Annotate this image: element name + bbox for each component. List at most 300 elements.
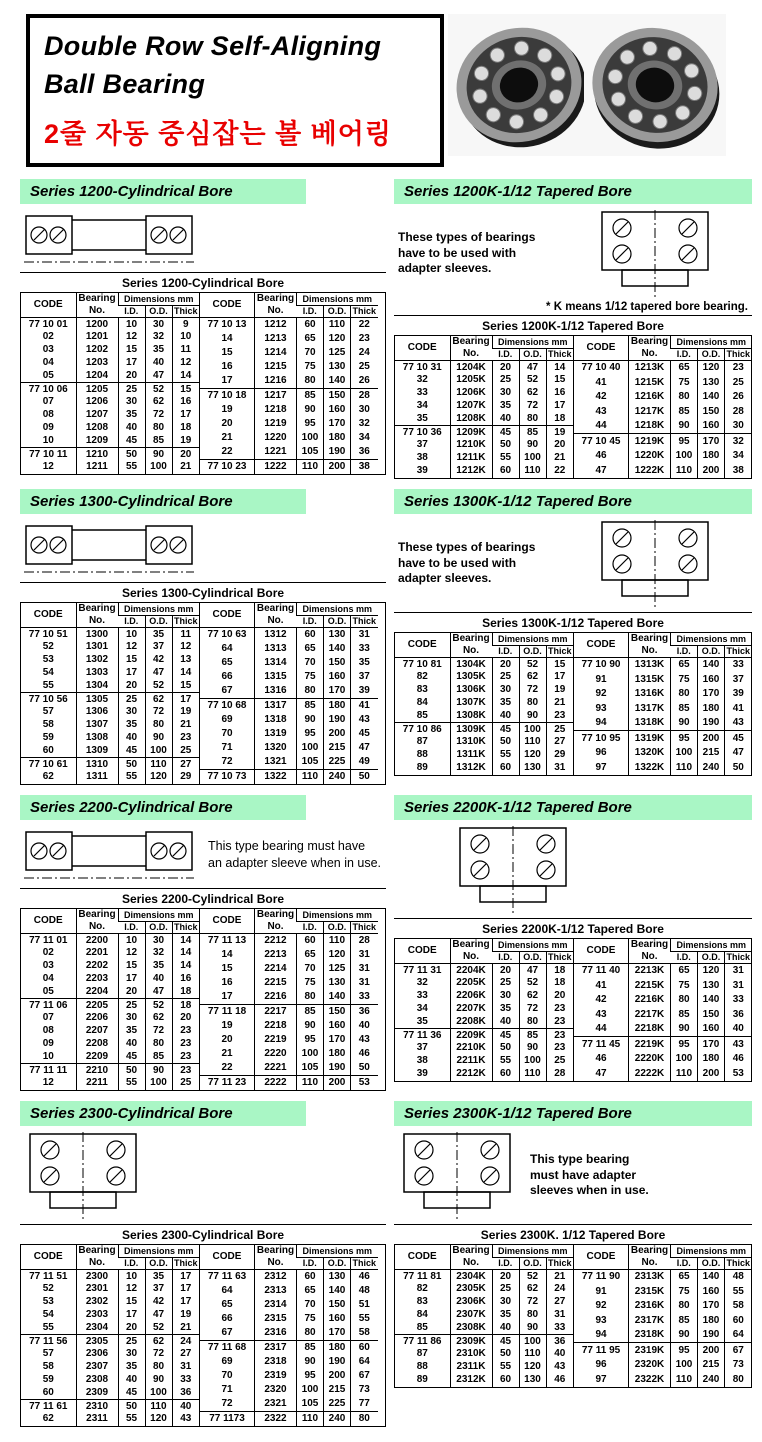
cell-id: 15	[118, 960, 145, 973]
bearing-table-half	[21, 1245, 199, 1426]
col-header-bearing-no: Bearing No.	[255, 1245, 297, 1270]
table-row	[200, 741, 378, 755]
table-row	[574, 390, 752, 405]
cell-code: 77 10 63	[207, 629, 247, 641]
cell-bearing-no: 2206	[76, 1012, 118, 1025]
cell-code: 89	[416, 1374, 428, 1386]
bearing-spec-table	[20, 908, 386, 1091]
cell-id: 110	[671, 1372, 698, 1387]
cell-id: 60	[492, 1068, 519, 1081]
cell-id: 100	[297, 1383, 324, 1397]
cell-id: 85	[671, 1313, 698, 1328]
cell-code: 69	[221, 1355, 233, 1367]
cell-code: 77 10 73	[200, 769, 255, 783]
cell-id: 60	[492, 465, 519, 478]
cell-id: 40	[492, 413, 519, 426]
cell-id: 95	[297, 1033, 324, 1047]
cell-code: 05	[42, 986, 54, 998]
section-series-2300	[20, 1101, 386, 1427]
cell-id: 45	[118, 1387, 145, 1400]
cell-bearing-no: 1211	[76, 461, 118, 474]
cell-bearing-no: 1222K	[629, 463, 671, 478]
cell-id: 20	[118, 370, 145, 383]
cell-od: 72	[145, 1348, 172, 1361]
table-row	[395, 1042, 573, 1055]
cell-code: 14	[221, 949, 233, 961]
cell-code: 94	[595, 717, 607, 729]
table-row	[21, 461, 199, 474]
cell-code: 52	[42, 641, 54, 653]
cell-od: 120	[145, 771, 172, 784]
cell-thick: 17	[546, 400, 573, 413]
cell-bearing-no: 2313	[255, 1284, 297, 1298]
cell-thick: 30	[725, 419, 752, 434]
bearing-cross-section-icon	[596, 210, 714, 298]
cell-bearing-no: 1306K	[450, 684, 492, 697]
cell-code: 39	[416, 1068, 428, 1080]
cell-id: 65	[671, 361, 698, 376]
table-row	[395, 465, 573, 478]
col-header-id: I.D.	[297, 922, 324, 934]
cell-id: 40	[118, 422, 145, 435]
cell-od: 90	[519, 1042, 546, 1055]
cell-code: 37	[416, 1042, 428, 1054]
cell-bearing-no: 1309	[76, 745, 118, 758]
cell-od: 90	[145, 1374, 172, 1387]
cell-id: 105	[297, 1061, 324, 1075]
table-row	[395, 736, 573, 749]
cell-code: 15	[221, 963, 233, 975]
table-row	[395, 710, 573, 723]
cell-code: 77 11 06	[21, 999, 76, 1012]
col-header-thick: Thick	[547, 349, 572, 360]
cell-thick: 21	[172, 461, 199, 474]
cell-id: 55	[492, 452, 519, 465]
cell-thick: 25	[351, 360, 378, 374]
table-row	[574, 687, 752, 702]
cell-code: 60	[42, 745, 54, 757]
table-row	[574, 1372, 752, 1387]
col-header-bearing-no: Bearing No.	[450, 336, 492, 361]
cell-thick: 21	[546, 1270, 573, 1283]
cell-bearing-no: 1210K	[450, 439, 492, 452]
cell-code: 94	[595, 1329, 607, 1341]
col-header-dimensions: Dimensions mm	[492, 1245, 573, 1258]
cell-thick: 28	[351, 388, 378, 402]
cell-code: 87	[416, 736, 428, 748]
bearing-cross-section-icon	[24, 1132, 142, 1220]
cell-od: 47	[145, 370, 172, 383]
cell-id: 85	[671, 1007, 698, 1022]
cell-bearing-no: 2221	[255, 1061, 297, 1075]
cell-id: 65	[297, 332, 324, 346]
cell-od: 52	[519, 977, 546, 990]
cell-id: 95	[671, 1037, 698, 1052]
cell-bearing-no: 2217	[255, 1004, 297, 1018]
table-row	[200, 962, 378, 976]
cell-od: 100	[519, 1335, 546, 1348]
cell-thick: 17	[172, 1270, 199, 1283]
cell-thick: 58	[351, 1326, 378, 1340]
cell-id: 55	[118, 461, 145, 474]
figure-row	[394, 1130, 752, 1222]
col-header-od: O.D.	[324, 1258, 351, 1270]
cell-id: 45	[118, 435, 145, 448]
cell-od: 35	[145, 1270, 172, 1283]
cell-thick: 40	[172, 1400, 199, 1413]
cell-bearing-no: 2309K	[450, 1335, 492, 1348]
bearing-table-half	[21, 603, 199, 784]
col-header-code: CODE	[200, 293, 255, 318]
cell-id: 65	[671, 1270, 698, 1285]
col-header-od: O.D.	[519, 349, 546, 361]
cell-od: 90	[145, 732, 172, 745]
table-row	[200, 431, 378, 445]
cell-thick: 18	[172, 999, 199, 1012]
table-header	[395, 1245, 573, 1270]
cell-bearing-no: 1314	[255, 656, 297, 670]
cell-id: 90	[671, 1328, 698, 1343]
cell-id: 110	[671, 463, 698, 478]
cell-bearing-no: 1302	[76, 654, 118, 667]
cell-thick: 36	[725, 1007, 752, 1022]
cell-code: 77 10 18	[200, 388, 255, 402]
cell-id: 45	[492, 723, 519, 736]
cell-id: 75	[297, 670, 324, 684]
cell-thick: 48	[351, 1284, 378, 1298]
cell-od: 125	[324, 346, 351, 360]
col-header-bearing-no: Bearing No.	[450, 633, 492, 658]
cell-bearing-no: 2222K	[629, 1066, 671, 1081]
cell-bearing-no: 2317	[255, 1340, 297, 1354]
cell-bearing-no: 2204K	[450, 964, 492, 977]
cell-code: 96	[595, 746, 607, 758]
cell-thick: 43	[351, 713, 378, 727]
col-header-thick: Thick	[547, 646, 572, 657]
cell-thick: 28	[351, 934, 378, 948]
table-row	[574, 375, 752, 390]
cell-id: 90	[297, 1019, 324, 1033]
cell-id: 110	[297, 459, 324, 473]
cell-od: 200	[698, 731, 725, 746]
section-series-1200	[20, 179, 386, 479]
cell-id: 60	[297, 628, 324, 642]
cell-od: 52	[145, 680, 172, 693]
cell-od: 120	[324, 948, 351, 962]
cell-code: 88	[416, 749, 428, 761]
col-header-id: I.D.	[118, 922, 145, 934]
table-row	[21, 667, 199, 680]
cell-bearing-no: 1319K	[629, 731, 671, 746]
cell-od: 160	[698, 672, 725, 687]
figure-row	[20, 824, 386, 886]
cell-thick: 21	[546, 452, 573, 465]
cell-code: 93	[595, 1315, 607, 1327]
cell-od: 130	[698, 978, 725, 993]
col-header-thick: Thick	[173, 1258, 198, 1269]
adapter-note: These types of bearings have to be used with adapter sleeves.	[398, 230, 536, 276]
bearing-photo-icon	[448, 14, 590, 161]
cell-code: 16	[221, 361, 233, 373]
cell-od: 160	[324, 1019, 351, 1033]
cell-bearing-no: 1317K	[629, 701, 671, 716]
table-row	[395, 964, 573, 977]
table-row	[200, 1397, 378, 1411]
cell-od: 100	[145, 1387, 172, 1400]
col-header-od: O.D.	[519, 952, 546, 964]
cell-code: 85	[416, 710, 428, 722]
section-banner: Series 2300-Cylindrical Bore	[20, 1101, 306, 1126]
col-header-bearing-no: Bearing No.	[450, 939, 492, 964]
cell-code: 89	[416, 762, 428, 774]
cell-bearing-no: 2302	[76, 1296, 118, 1309]
cell-bearing-no: 1305	[76, 693, 118, 706]
cell-thick: 25	[546, 723, 573, 736]
cell-od: 100	[145, 1077, 172, 1090]
col-header-thick: Thick	[173, 306, 198, 317]
cell-thick: 23	[546, 1029, 573, 1042]
cell-bearing-no: 2310	[76, 1400, 118, 1413]
cell-od: 120	[519, 749, 546, 762]
col-header-id: I.D.	[671, 646, 698, 658]
cell-od: 90	[145, 448, 172, 461]
cell-code: 12	[42, 1077, 54, 1089]
cell-id: 30	[492, 387, 519, 400]
cell-id: 10	[118, 934, 145, 947]
cell-od: 150	[698, 1007, 725, 1022]
cell-bearing-no: 1319	[255, 727, 297, 741]
cell-od: 190	[324, 1355, 351, 1369]
table-row	[395, 1283, 573, 1296]
cell-thick: 25	[172, 1077, 199, 1090]
cell-thick: 30	[351, 403, 378, 417]
cell-id: 50	[118, 1400, 145, 1413]
cell-code: 77 1173	[200, 1411, 255, 1425]
figure-row	[20, 1130, 386, 1222]
cell-bearing-no: 2316	[255, 1326, 297, 1340]
cell-id: 20	[118, 986, 145, 999]
table-row	[200, 1340, 378, 1354]
cell-id: 30	[118, 1348, 145, 1361]
cell-code: 77 11 31	[403, 964, 442, 976]
cell-code: 77 10 90	[581, 659, 621, 671]
table-header	[395, 939, 573, 964]
cell-thick: 38	[351, 459, 378, 473]
cell-od: 72	[519, 684, 546, 697]
cell-id: 80	[297, 684, 324, 698]
cell-bearing-no: 2306K	[450, 1296, 492, 1309]
section-banner: Series 1200K-1/12 Tapered Bore	[394, 179, 752, 204]
cell-id: 55	[118, 1077, 145, 1090]
col-header-code: CODE	[395, 633, 450, 658]
cell-bearing-no: 1219K	[629, 434, 671, 449]
cell-bearing-no: 2319	[255, 1369, 297, 1383]
cell-bearing-no: 2213K	[629, 964, 671, 979]
cell-code: 10	[42, 435, 54, 447]
cell-thick: 46	[725, 1051, 752, 1066]
cell-bearing-no: 1217	[255, 388, 297, 402]
cell-code: 34	[416, 1003, 428, 1015]
cell-code: 35	[416, 1016, 428, 1028]
cell-bearing-no: 1217K	[629, 404, 671, 419]
cell-od: 120	[324, 332, 351, 346]
cell-thick: 73	[725, 1357, 752, 1372]
table-row	[200, 698, 378, 712]
cell-code: 54	[42, 1309, 54, 1321]
col-header-thick: Thick	[547, 1258, 572, 1269]
cell-code: 96	[595, 1358, 607, 1370]
cell-od: 62	[519, 387, 546, 400]
cell-code: 21	[221, 432, 233, 444]
cell-thick: 37	[351, 670, 378, 684]
cell-bearing-no: 1213K	[629, 361, 671, 376]
cell-code: 32	[416, 374, 428, 386]
table-row	[574, 448, 752, 463]
cell-id: 65	[671, 658, 698, 673]
cell-code: 91	[595, 1285, 607, 1297]
cell-id: 80	[297, 990, 324, 1004]
cell-code: 53	[42, 654, 54, 666]
cell-od: 100	[519, 723, 546, 736]
cell-bearing-no: 1214	[255, 346, 297, 360]
cell-od: 47	[519, 964, 546, 977]
col-header-code: CODE	[200, 603, 255, 628]
cell-thick: 24	[172, 1335, 199, 1348]
cell-id: 35	[492, 1003, 519, 1016]
cell-thick: 18	[172, 986, 199, 999]
cell-bearing-no: 1320K	[629, 745, 671, 760]
table-header	[21, 1245, 199, 1270]
cell-thick: 17	[172, 693, 199, 706]
cell-od: 42	[145, 654, 172, 667]
cell-id: 80	[671, 390, 698, 405]
cell-thick: 18	[546, 413, 573, 426]
cell-od: 62	[145, 396, 172, 409]
table-title: Series 1300-Cylindrical Bore	[20, 582, 386, 602]
cell-code: 77 11 01	[29, 934, 68, 946]
cell-od: 37	[145, 1283, 172, 1296]
cell-bearing-no: 2304	[76, 1322, 118, 1335]
table-row	[200, 388, 378, 402]
col-header-bearing-no: Bearing No.	[255, 603, 297, 628]
cell-thick: 34	[725, 448, 752, 463]
cell-od: 47	[145, 667, 172, 680]
page-title-line1: Double Row Self-Aligning	[44, 31, 382, 61]
cell-id: 75	[671, 672, 698, 687]
col-header-od: O.D.	[324, 922, 351, 934]
spec-table-container	[20, 908, 386, 1091]
cell-id: 95	[297, 417, 324, 431]
cell-id: 70	[297, 1298, 324, 1312]
cell-id: 100	[297, 431, 324, 445]
cell-od: 52	[519, 1270, 546, 1283]
cell-bearing-no: 1205	[76, 383, 118, 396]
cell-id: 75	[297, 976, 324, 990]
cell-thick: 9	[172, 318, 199, 331]
cell-thick: 23	[172, 1064, 199, 1077]
bearing-table-half	[199, 909, 378, 1090]
cell-code: 77 11 18	[200, 1004, 255, 1018]
cell-id: 85	[297, 698, 324, 712]
col-header-dimensions: Dimensions mm	[492, 939, 573, 952]
table-row	[21, 986, 199, 999]
cell-code: 62	[42, 771, 54, 783]
cell-id: 30	[492, 990, 519, 1003]
cell-code: 84	[416, 697, 428, 709]
cell-code: 14	[221, 333, 233, 345]
cell-id: 45	[492, 1029, 519, 1042]
cell-od: 40	[145, 973, 172, 986]
table-row	[200, 1326, 378, 1340]
cell-bearing-no: 2205K	[450, 977, 492, 990]
cell-id: 25	[118, 383, 145, 396]
cell-od: 150	[698, 404, 725, 419]
cell-thick: 36	[351, 445, 378, 459]
cell-thick: 55	[725, 1284, 752, 1299]
cell-id: 110	[297, 1075, 324, 1089]
cell-od: 80	[519, 413, 546, 426]
cell-bearing-no: 1308	[76, 732, 118, 745]
cell-od: 200	[324, 1075, 351, 1089]
cell-code: 77 10 06	[21, 383, 76, 396]
adapter-note: This type bearing must have adapter sleeves when in use.	[530, 1152, 649, 1198]
cell-id: 20	[118, 1322, 145, 1335]
cell-code: 54	[42, 667, 54, 679]
cell-thick: 15	[546, 658, 573, 671]
cell-thick: 47	[725, 745, 752, 760]
cell-thick: 36	[172, 1387, 199, 1400]
cell-thick: 13	[172, 654, 199, 667]
table-row	[21, 680, 199, 693]
cell-thick: 40	[546, 1348, 573, 1361]
cell-thick: 17	[172, 1283, 199, 1296]
cell-bearing-no: 2305K	[450, 1283, 492, 1296]
table-row	[574, 1357, 752, 1372]
cell-id: 85	[671, 701, 698, 716]
cell-bearing-no: 2301	[76, 1283, 118, 1296]
title-box	[26, 14, 444, 167]
cell-id: 10	[118, 628, 145, 641]
cell-id: 60	[297, 318, 324, 332]
cell-thick: 31	[351, 976, 378, 990]
cell-thick: 51	[351, 1298, 378, 1312]
table-row	[200, 934, 378, 948]
cell-bearing-no: 2313K	[629, 1270, 671, 1285]
cell-id: 45	[118, 745, 145, 758]
table-row	[395, 1309, 573, 1322]
col-header-dimensions: Dimensions mm	[118, 293, 199, 306]
table-title: Series 2300-Cylindrical Bore	[20, 1224, 386, 1244]
cell-bearing-no: 2218K	[629, 1022, 671, 1037]
cell-id: 90	[671, 419, 698, 434]
cell-code: 77 10 56	[21, 693, 76, 706]
spec-table-container	[20, 292, 386, 475]
cell-thick: 28	[725, 404, 752, 419]
cell-code: 77 11 40	[581, 965, 621, 977]
spec-table-container	[394, 938, 752, 1082]
cell-code: 08	[42, 1025, 54, 1037]
table-header	[21, 603, 199, 628]
col-header-bearing-no: Bearing No.	[255, 909, 297, 934]
cell-bearing-no: 2306	[76, 1348, 118, 1361]
col-header-od: O.D.	[145, 1258, 172, 1270]
cell-code: 41	[595, 979, 607, 991]
cell-thick: 36	[351, 1004, 378, 1018]
cell-od: 130	[324, 1270, 351, 1284]
bearing-cross-section-icon	[398, 1132, 516, 1220]
cell-id: 35	[118, 409, 145, 422]
spec-table-container	[394, 1244, 752, 1388]
